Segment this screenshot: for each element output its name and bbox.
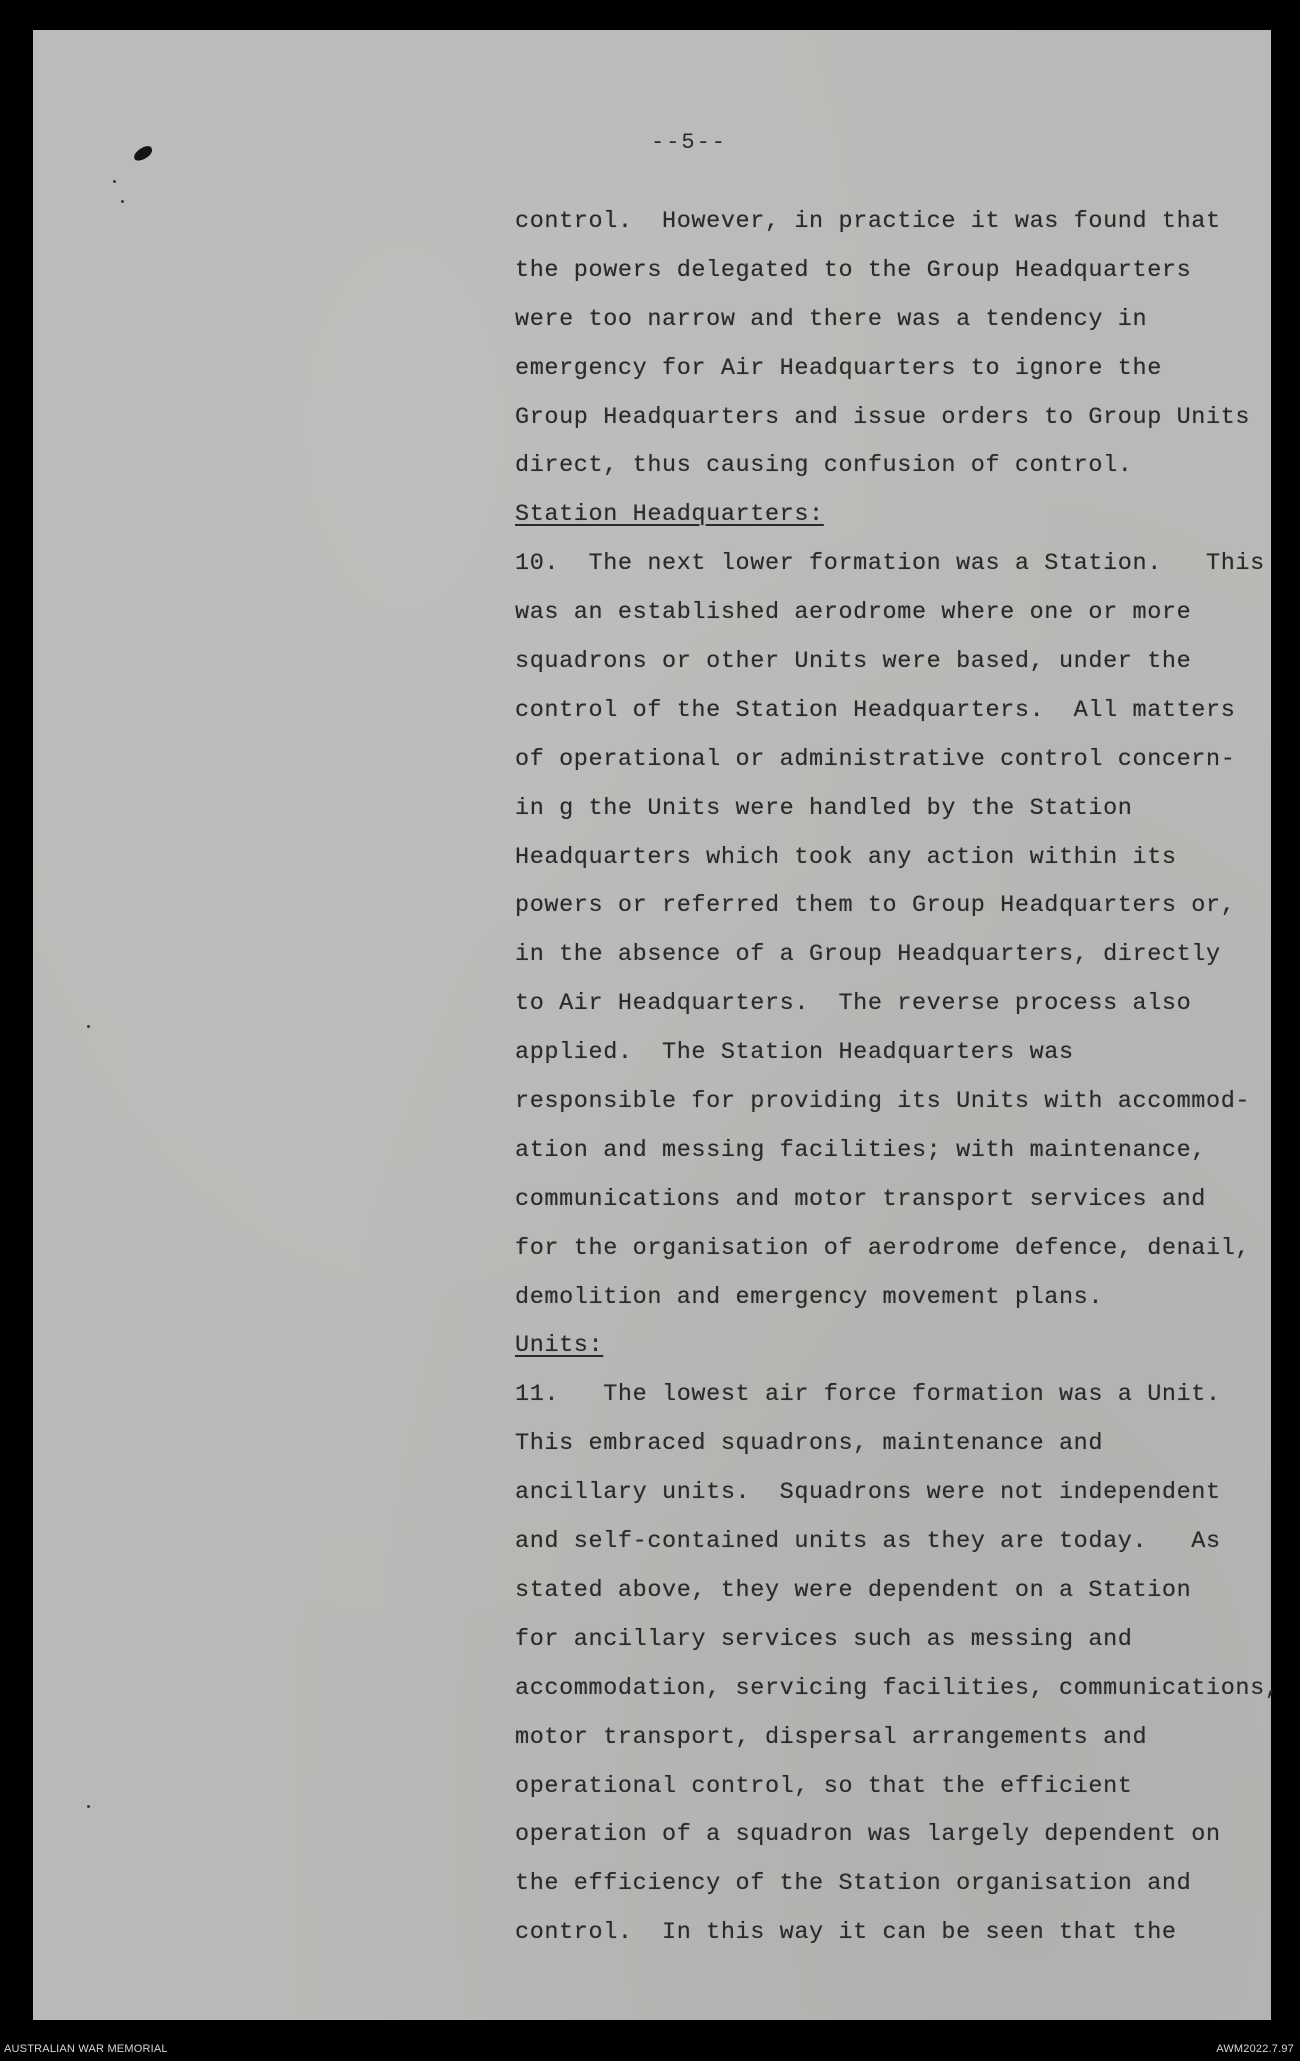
text-line: responsible for providing its Units with accommod- xyxy=(515,1088,1251,1116)
page-number: --5-- xyxy=(651,130,728,155)
text-line: to Air Headquarters. The reverse process also xyxy=(515,990,1192,1018)
text-line: control. In this way it can be seen that the xyxy=(515,1919,1177,1947)
text-line: operation of a squadron was largely dependent on xyxy=(515,1821,1221,1849)
text-line: This embraced squadrons, maintenance and xyxy=(515,1430,1104,1458)
document-page xyxy=(33,30,1280,2020)
text-line: control of the Station Headquarters. All matters xyxy=(515,696,1236,724)
text-line: motor transport, dispersal arrangements and xyxy=(515,1723,1148,1751)
text-line: ancillary units. Squadrons were not independent xyxy=(515,1479,1221,1507)
text-line: and self-contained units as they are today. As xyxy=(515,1528,1221,1556)
text-line: applied. The Station Headquarters was xyxy=(515,1039,1074,1067)
section-heading-text: Units: xyxy=(515,1332,604,1360)
text-line: emergency for Air Headquarters to ignore the xyxy=(515,354,1162,382)
paper-speck xyxy=(87,1805,90,1808)
text-line: squadrons or other Units were based, under the xyxy=(515,648,1192,676)
paper-speck xyxy=(87,1025,90,1028)
paper-speck xyxy=(113,180,116,183)
text-line: accommodation, servicing facilities, communications, xyxy=(515,1674,1280,1702)
text-line: Headquarters which took any action within its xyxy=(515,843,1177,871)
text-line: the efficiency of the Station organisation and xyxy=(515,1870,1192,1898)
text-line: powers or referred them to Group Headquarters or, xyxy=(515,892,1236,920)
text-line: ation and messing facilities; with maintenance, xyxy=(515,1136,1207,1164)
text-line: of operational or administrative control concern- xyxy=(515,745,1236,773)
footer-archive-name: AUSTRALIAN WAR MEMORIAL xyxy=(4,2043,168,2055)
text-line: for ancillary services such as messing and xyxy=(515,1625,1133,1653)
text-line: in the absence of a Group Headquarters, directly xyxy=(515,941,1221,969)
text-line: control. However, in practice it was found that xyxy=(515,208,1221,235)
ink-blot-mark xyxy=(132,144,155,163)
footer-reference-number: AWM2022.7.97 xyxy=(1216,2043,1294,2055)
text-line: the powers delegated to the Group Headquarters xyxy=(515,256,1192,284)
text-line: were too narrow and there was a tendency in xyxy=(515,305,1148,333)
text-line: direct, thus causing confusion of control. xyxy=(515,452,1133,480)
section-heading xyxy=(515,1322,1300,1371)
text-line: demolition and emergency movement plans. xyxy=(515,1283,1104,1311)
section-heading xyxy=(515,491,1300,540)
typewritten-body xyxy=(515,198,1300,1958)
text-line: in g the Units were handled by the Station xyxy=(515,794,1133,822)
text-line: operational control, so that the efficient xyxy=(515,1772,1133,1800)
text-line: was an established aerodrome where one or more xyxy=(515,599,1192,627)
text-line: communications and motor transport services and xyxy=(515,1185,1207,1213)
section-heading-text: Station Headquarters: xyxy=(515,501,824,529)
text-line: stated above, they were dependent on a Station xyxy=(515,1576,1192,1604)
text-line: Group Headquarters and issue orders to Group Units xyxy=(515,403,1251,431)
text-line: for the organisation of aerodrome defence, denail, xyxy=(515,1234,1251,1262)
text-line: 11. The lowest air force formation was a Unit. xyxy=(515,1381,1221,1409)
paper-speck xyxy=(121,200,124,203)
text-line: 10. The next lower formation was a Station. This xyxy=(515,550,1265,578)
